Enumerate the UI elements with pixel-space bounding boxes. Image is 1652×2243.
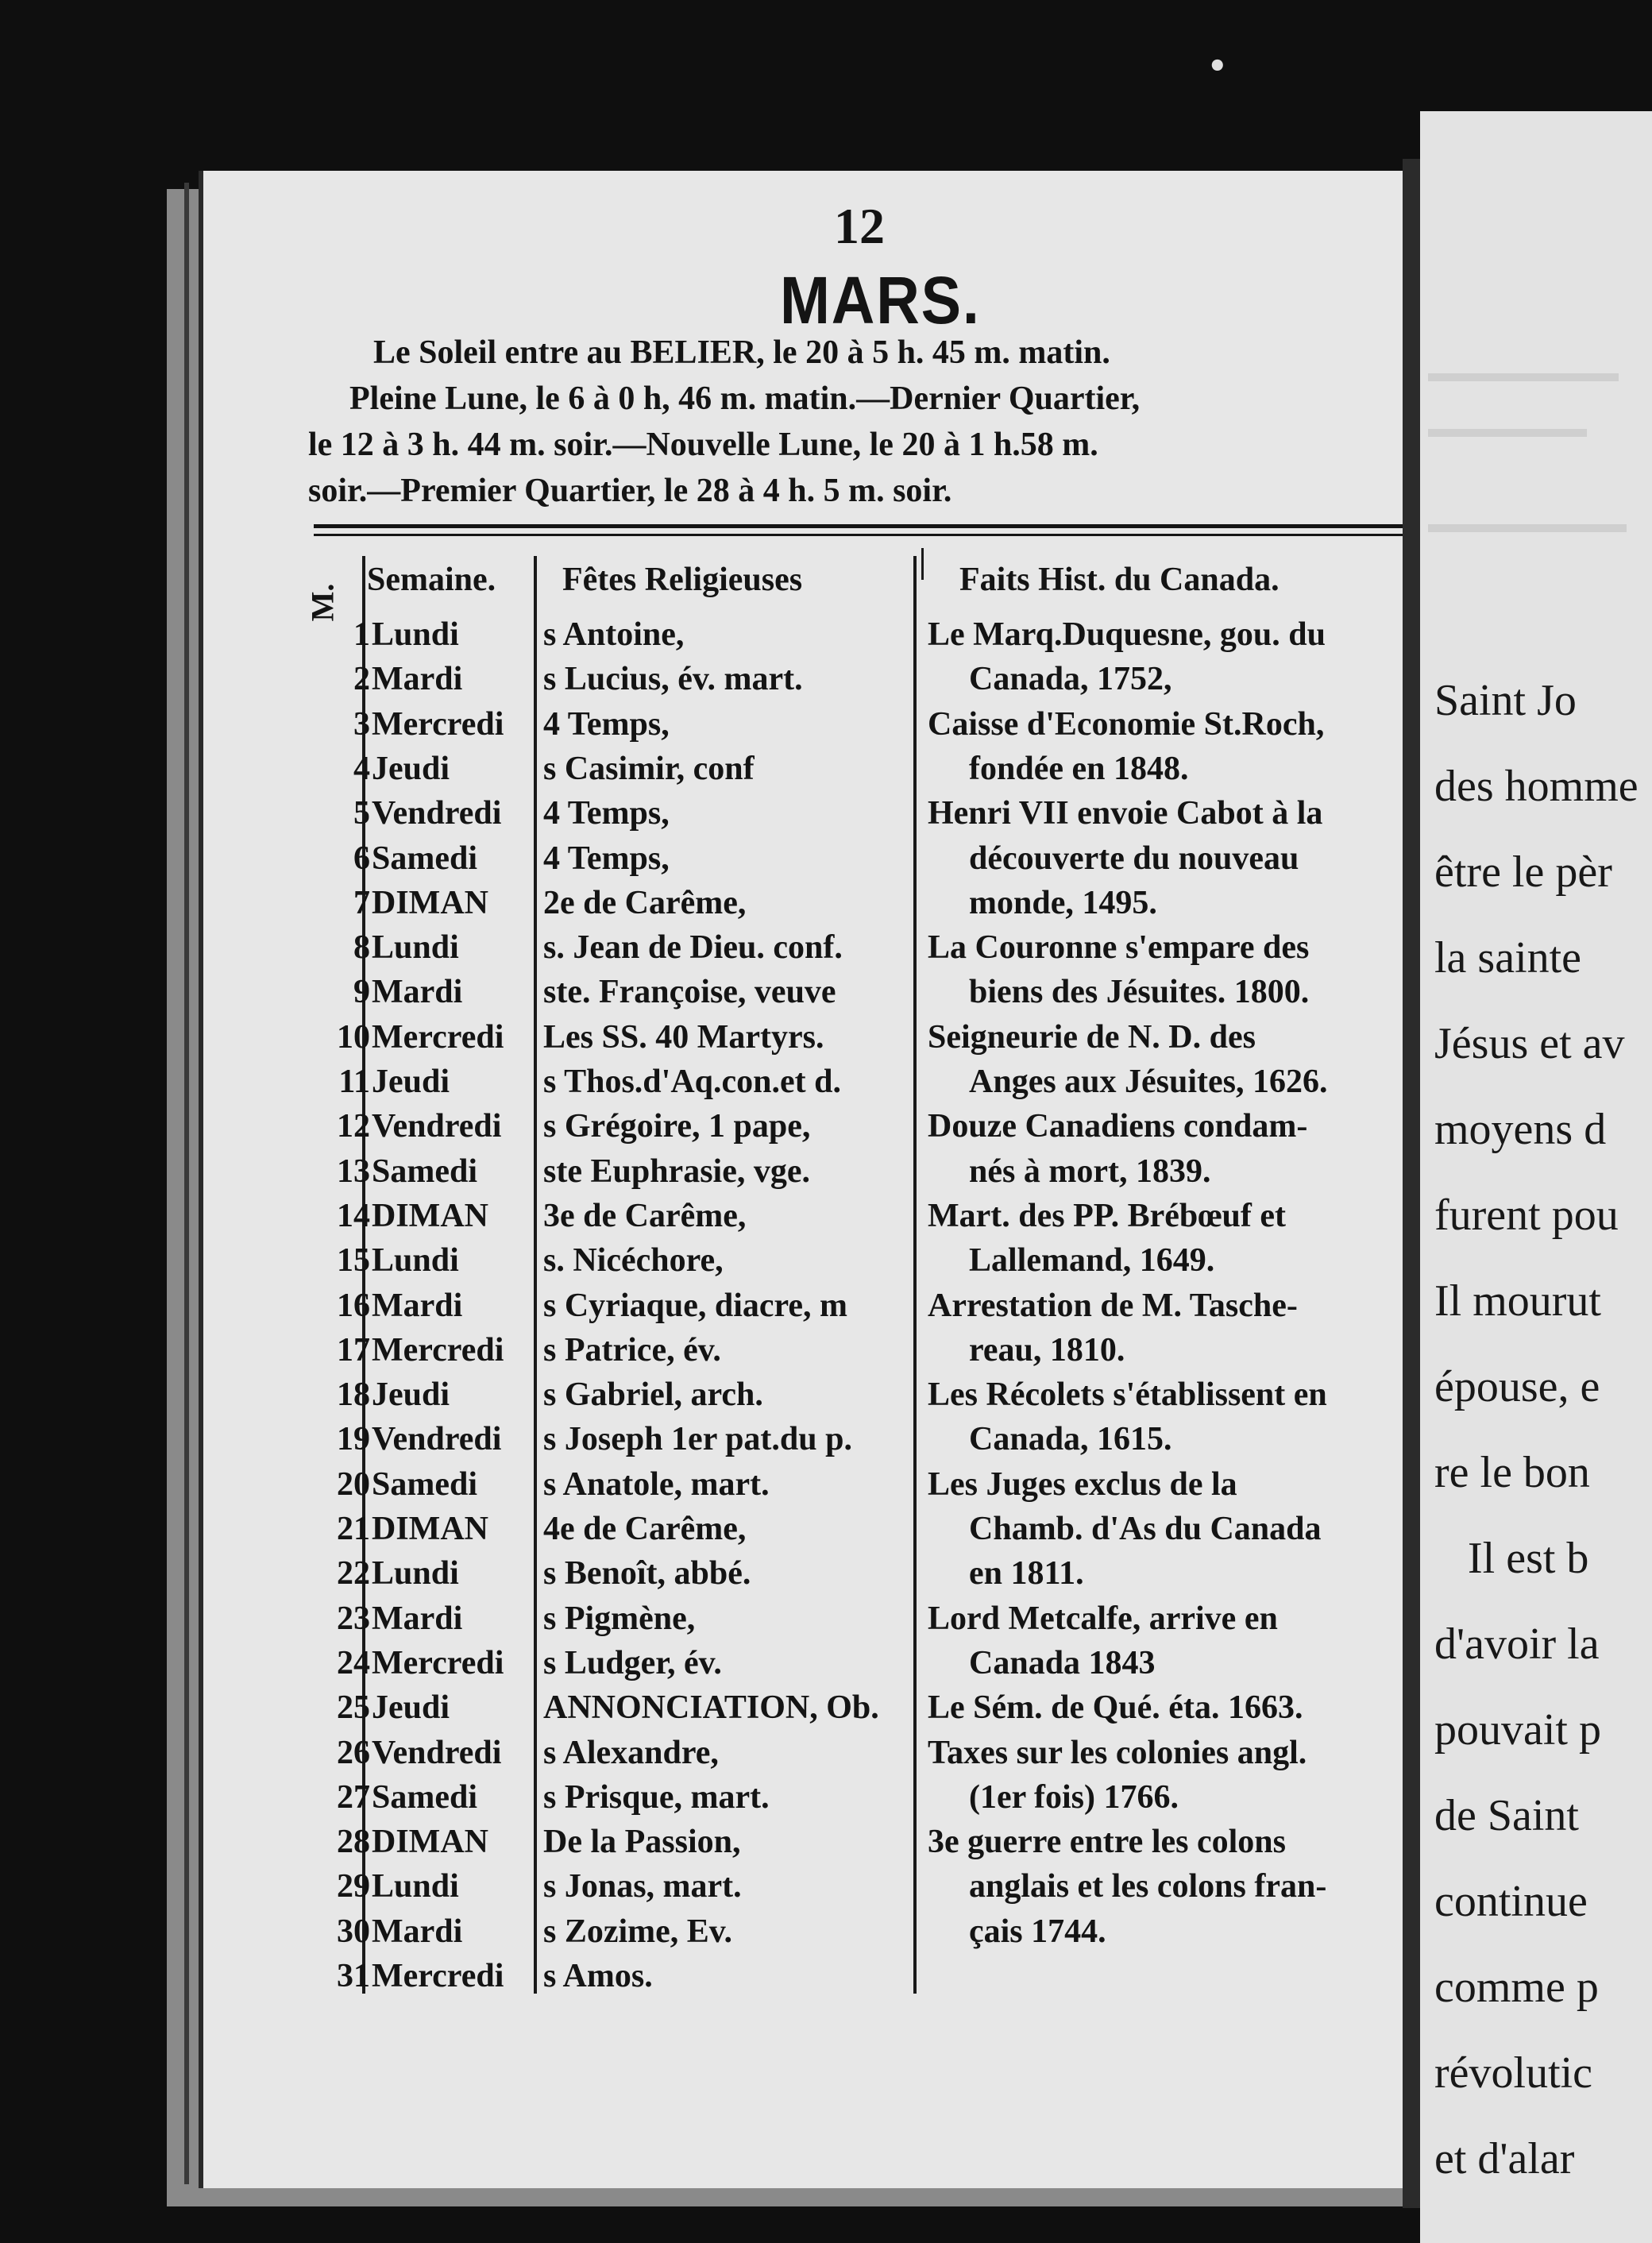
header-faits: Faits Hist. du Canada.	[959, 562, 1280, 598]
feast-entry: s Joseph 1er pat.du p.	[543, 1421, 852, 1457]
historical-fact-line: Lord Metcalfe, arrive en	[928, 1600, 1278, 1637]
historical-fact-line: La Couronne s'empare des	[928, 929, 1310, 966]
column-divider-tick	[921, 548, 924, 580]
feast-entry: s Patrice, év.	[543, 1332, 721, 1369]
day-number: 8	[353, 929, 370, 966]
feast-entry: 3e de Carême,	[543, 1198, 747, 1234]
facing-page-text-line: Il mourut	[1434, 1276, 1601, 1326]
day-number: 23	[337, 1600, 370, 1637]
historical-fact-line: Canada, 1615.	[969, 1421, 1172, 1457]
column-divider	[534, 556, 537, 1994]
facing-page-text-line: de Saint	[1434, 1791, 1579, 1840]
day-number: 7	[353, 885, 370, 921]
feast-entry: s. Nicéchore,	[543, 1242, 724, 1279]
historical-fact-line: Seigneurie de N. D. des	[928, 1019, 1256, 1056]
feast-entry: s Cyriaque, diacre, m	[543, 1288, 848, 1324]
feast-entry: s Antoine,	[543, 616, 685, 653]
weekday-name: Lundi	[372, 929, 459, 966]
historical-fact-line: (1er fois) 1766.	[969, 1779, 1179, 1816]
historical-fact-line: Le Sém. de Qué. éta. 1663.	[928, 1689, 1303, 1726]
weekday-name: Jeudi	[372, 1064, 450, 1100]
historical-fact-line: anglais et les colons fran-	[969, 1868, 1327, 1905]
feast-entry: 2e de Carême,	[543, 885, 747, 921]
facing-page-text-line: continue	[1434, 1877, 1588, 1926]
day-number: 2	[353, 661, 370, 697]
day-number: 27	[337, 1779, 370, 1816]
day-number: 14	[337, 1198, 370, 1234]
feast-entry: s Benoît, abbé.	[543, 1555, 751, 1592]
weekday-name: DIMAN	[372, 1511, 488, 1547]
historical-fact-line: découverte du nouveau	[969, 840, 1299, 877]
feast-entry: 4 Temps,	[543, 706, 670, 743]
header-week: Semaine.	[367, 562, 496, 598]
weekday-name: Mardi	[372, 1913, 463, 1950]
day-number: 13	[337, 1153, 370, 1190]
day-number: 31	[337, 1958, 370, 1994]
facing-page-text-line: pouvait p	[1434, 1705, 1601, 1755]
day-number: 12	[337, 1108, 370, 1145]
historical-fact-line: Canada 1843	[969, 1645, 1156, 1681]
historical-fact-line: Mart. des PP. Brébœuf et	[928, 1198, 1287, 1234]
feast-entry: Les SS. 40 Martyrs.	[543, 1019, 824, 1056]
book-gutter	[1403, 159, 1420, 2208]
day-number: 3	[353, 706, 370, 743]
day-number: 4	[353, 751, 370, 787]
day-number: 29	[337, 1868, 370, 1905]
feast-entry: s Gabriel, arch.	[543, 1376, 763, 1413]
day-number: 25	[337, 1689, 370, 1726]
weekday-name: Samedi	[372, 840, 478, 877]
facing-page-text-line: Saint Jo	[1434, 676, 1577, 725]
intro-line: Le Soleil entre au BELIER, le 20 à 5 h. 45 m. matin.	[373, 334, 1110, 371]
weekday-name: DIMAN	[372, 1824, 488, 1860]
weekday-name: Mardi	[372, 661, 463, 697]
day-number: 24	[337, 1645, 370, 1681]
weekday-name: Lundi	[372, 1555, 459, 1592]
weekday-name: Vendredi	[372, 1421, 502, 1457]
feast-entry: s Lucius, év. mart.	[543, 661, 803, 697]
weekday-name: DIMAN	[372, 1198, 488, 1234]
facing-page-text-line: la sainte	[1434, 933, 1582, 983]
feast-entry: s Thos.d'Aq.con.et d.	[543, 1064, 842, 1100]
weekday-name: Jeudi	[372, 1376, 450, 1413]
day-number: 28	[337, 1824, 370, 1860]
historical-fact-line: Anges aux Jésuites, 1626.	[969, 1064, 1328, 1100]
facing-page-text-line: d'avoir la	[1434, 1620, 1600, 1669]
historical-fact-line: Chamb. d'As du Canada	[969, 1511, 1322, 1547]
weekday-name: Lundi	[372, 616, 459, 653]
header-fetes: Fêtes Religieuses	[562, 562, 803, 598]
header-rule-top	[314, 524, 1403, 528]
weekday-name: Mercredi	[372, 706, 504, 743]
facing-page-text-line: comme p	[1434, 1963, 1599, 2012]
day-number: 6	[353, 840, 370, 877]
feast-entry: s. Jean de Dieu. conf.	[543, 929, 843, 966]
feast-entry: 4 Temps,	[543, 795, 670, 832]
scan-mark: •	[1207, 48, 1228, 85]
facing-page-text-line: Il est b	[1468, 1534, 1589, 1583]
day-number: 10	[337, 1019, 370, 1056]
feast-entry: s Jonas, mart.	[543, 1868, 742, 1905]
historical-fact-line: Lallemand, 1649.	[969, 1242, 1215, 1279]
day-number: 17	[337, 1332, 370, 1369]
day-number: 15	[337, 1242, 370, 1279]
weekday-name: Mardi	[372, 1288, 463, 1324]
feast-entry: ANNONCIATION, Ob.	[543, 1689, 879, 1726]
historical-fact-line: Canada, 1752,	[969, 661, 1172, 697]
weekday-name: Lundi	[372, 1242, 459, 1279]
historical-fact-line: reau, 1810.	[969, 1332, 1125, 1369]
day-number: 21	[337, 1511, 370, 1547]
weekday-name: Lundi	[372, 1868, 459, 1905]
day-number: 11	[338, 1064, 370, 1100]
facing-page-text-line: épouse, e	[1434, 1362, 1600, 1411]
weekday-name: Jeudi	[372, 1689, 450, 1726]
feast-entry: s Amos.	[543, 1958, 653, 1994]
feast-entry: 4e de Carême,	[543, 1511, 747, 1547]
facing-page-text-line: moyens d	[1434, 1105, 1607, 1154]
historical-fact-line: fondée en 1848.	[969, 751, 1189, 787]
facing-page	[1420, 111, 1652, 2243]
weekday-name: Samedi	[372, 1153, 478, 1190]
weekday-name: Mercredi	[372, 1332, 504, 1369]
day-number: 9	[353, 974, 370, 1010]
header-day: M.	[304, 583, 341, 622]
header-rule-bottom	[314, 534, 1403, 536]
historical-fact-line: monde, 1495.	[969, 885, 1157, 921]
feast-entry: De la Passion,	[543, 1824, 741, 1860]
historical-fact-line: Les Juges exclus de la	[928, 1466, 1237, 1503]
facing-page-text-line: des homme	[1434, 762, 1638, 811]
feast-entry: s Prisque, mart.	[543, 1779, 770, 1816]
weekday-name: Vendredi	[372, 795, 502, 832]
feast-entry: s Ludger, év.	[543, 1645, 722, 1681]
weekday-name: Vendredi	[372, 1735, 502, 1771]
weekday-name: Mercredi	[372, 1958, 504, 1994]
facing-page-text-line: être le pèr	[1434, 847, 1612, 897]
day-number: 22	[337, 1555, 370, 1592]
day-number: 1	[353, 616, 370, 653]
historical-fact-line: nés à mort, 1839.	[969, 1153, 1211, 1190]
feast-entry: s Casimir, conf	[543, 751, 755, 787]
historical-fact-line: Les Récolets s'établissent en	[928, 1376, 1327, 1413]
day-number: 26	[337, 1735, 370, 1771]
weekday-name: Mardi	[372, 1600, 463, 1637]
facing-page-text-line: re le bon	[1434, 1448, 1590, 1497]
historical-fact-line: Caisse d'Economie St.Roch,	[928, 706, 1325, 743]
month-title: MARS.	[780, 263, 981, 338]
feast-entry: ste Euphrasie, vge.	[543, 1153, 810, 1190]
page-number: 12	[834, 198, 885, 254]
day-number: 5	[353, 795, 370, 832]
weekday-name: Mardi	[372, 974, 463, 1010]
feast-entry: s Grégoire, 1 pape,	[543, 1108, 811, 1145]
weekday-name: Vendredi	[372, 1108, 502, 1145]
day-number: 18	[337, 1376, 370, 1413]
facing-page-text-line: furent pou	[1434, 1191, 1619, 1240]
weekday-name: Mercredi	[372, 1019, 504, 1056]
facing-page-text-line: et d'alar	[1434, 2134, 1575, 2183]
page-binding-edge	[184, 183, 189, 2184]
intro-line: soir.—Premier Quartier, le 28 à 4 h. 5 m. soir.	[308, 473, 952, 509]
historical-fact-line: Le Marq.Duquesne, gou. du	[928, 616, 1326, 653]
weekday-name: Jeudi	[372, 751, 450, 787]
intro-line: Pleine Lune, le 6 à 0 h, 46 m. matin.—Dernier Quartier,	[349, 380, 1141, 417]
feast-entry: ste. Françoise, veuve	[543, 974, 836, 1010]
intro-line: le 12 à 3 h. 44 m. soir.—Nouvelle Lune, le 20 à 1 h.58 m.	[308, 427, 1098, 463]
historical-fact-line: Taxes sur les colonies angl.	[928, 1735, 1307, 1771]
historical-fact-line: Arrestation de M. Tasche-	[928, 1288, 1298, 1324]
day-number: 19	[337, 1421, 370, 1457]
historical-fact-line: biens des Jésuites. 1800.	[969, 974, 1310, 1010]
feast-entry: 4 Temps,	[543, 840, 670, 877]
feast-entry: s Zozime, Ev.	[543, 1913, 732, 1950]
historical-fact-line: en 1811.	[969, 1555, 1084, 1592]
weekday-name: Mercredi	[372, 1645, 504, 1681]
facing-page-text-line: Jésus et av	[1434, 1019, 1625, 1068]
feast-entry: s Pigmène,	[543, 1600, 696, 1637]
day-number: 30	[337, 1913, 370, 1950]
column-divider	[913, 556, 917, 1994]
feast-entry: s Alexandre,	[543, 1735, 719, 1771]
historical-fact-line: çais 1744.	[969, 1913, 1106, 1950]
day-number: 20	[337, 1466, 370, 1503]
facing-page-text-line: révolutic	[1434, 2048, 1593, 2098]
weekday-name: Samedi	[372, 1779, 478, 1816]
day-number: 16	[337, 1288, 370, 1324]
weekday-name: DIMAN	[372, 885, 488, 921]
historical-fact-line: Henri VII envoie Cabot à la	[928, 795, 1323, 832]
feast-entry: s Anatole, mart.	[543, 1466, 770, 1503]
historical-fact-line: 3e guerre entre les colons	[928, 1824, 1286, 1860]
weekday-name: Samedi	[372, 1466, 478, 1503]
historical-fact-line: Douze Canadiens condam-	[928, 1108, 1308, 1145]
